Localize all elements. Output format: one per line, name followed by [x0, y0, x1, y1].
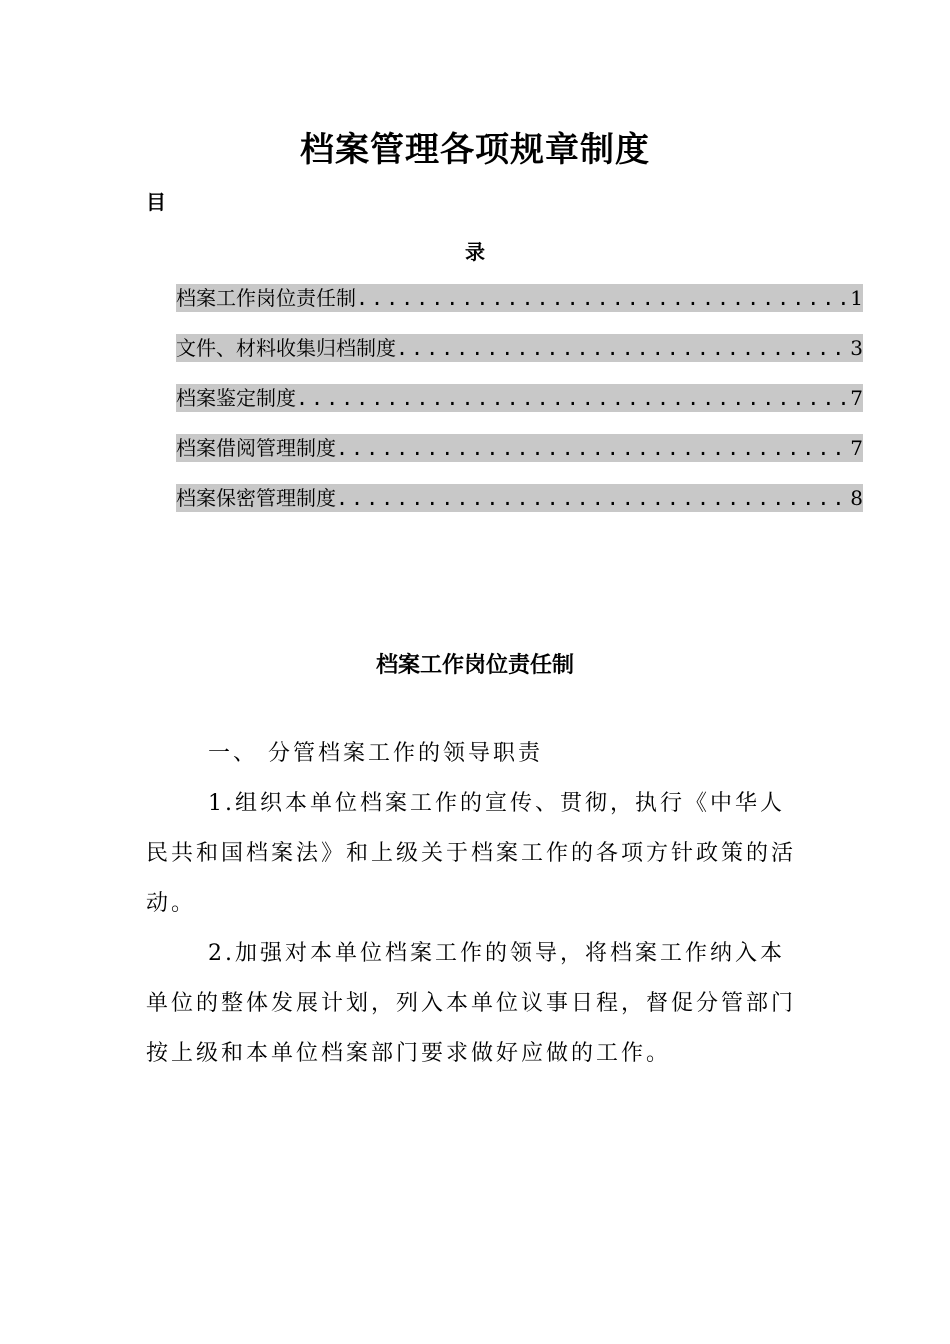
toc-entry-title: 档案鉴定制度 — [176, 386, 296, 410]
toc-leader-dots — [356, 284, 848, 312]
toc-entry-page: 8 — [850, 486, 863, 510]
toc-entry-title: 文件、材料收集归档制度 — [176, 336, 396, 360]
section-heading: 一、 分管档案工作的领导职责 — [208, 741, 543, 766]
toc-entry[interactable] — [176, 384, 863, 412]
toc-leader-dots — [336, 434, 848, 462]
toc-entry-page: 3 — [850, 336, 863, 360]
toc-entry-page: 7 — [850, 436, 863, 460]
section-title: 档案工作岗位责任制 — [375, 653, 574, 678]
table-of-contents — [176, 284, 863, 534]
toc-leader-dots — [396, 334, 848, 362]
document-title: 档案管理各项规章制度 — [300, 130, 650, 170]
toc-heading-part-1: 目 — [146, 190, 166, 214]
toc-heading-part-2: 录 — [465, 240, 485, 264]
toc-entry-title: 档案借阅管理制度 — [176, 436, 336, 460]
toc-leader-dots — [336, 484, 848, 512]
toc-entry[interactable] — [176, 434, 863, 462]
toc-entry-title: 档案工作岗位责任制 — [176, 286, 356, 310]
body-paragraph: 2.加强对本单位档案工作的领导，将档案工作纳入本单位的整体发展计划，列入本单位议事日程，督促分管部门按上级和本单位档案部门要求做好应做的工作。 — [146, 941, 797, 1066]
toc-entry-page: 1 — [850, 286, 863, 310]
toc-entry[interactable] — [176, 284, 863, 312]
toc-entry-title: 档案保密管理制度 — [176, 486, 336, 510]
toc-leader-dots — [296, 384, 848, 412]
toc-entry[interactable] — [176, 484, 863, 512]
toc-entry-page: 7 — [850, 386, 863, 410]
body-paragraph: 1.组织本单位档案工作的宣传、贯彻，执行《中华人民共和国档案法》和上级关于档案工作的各项方针政策的活动。 — [146, 791, 797, 916]
toc-entry[interactable] — [176, 334, 863, 362]
